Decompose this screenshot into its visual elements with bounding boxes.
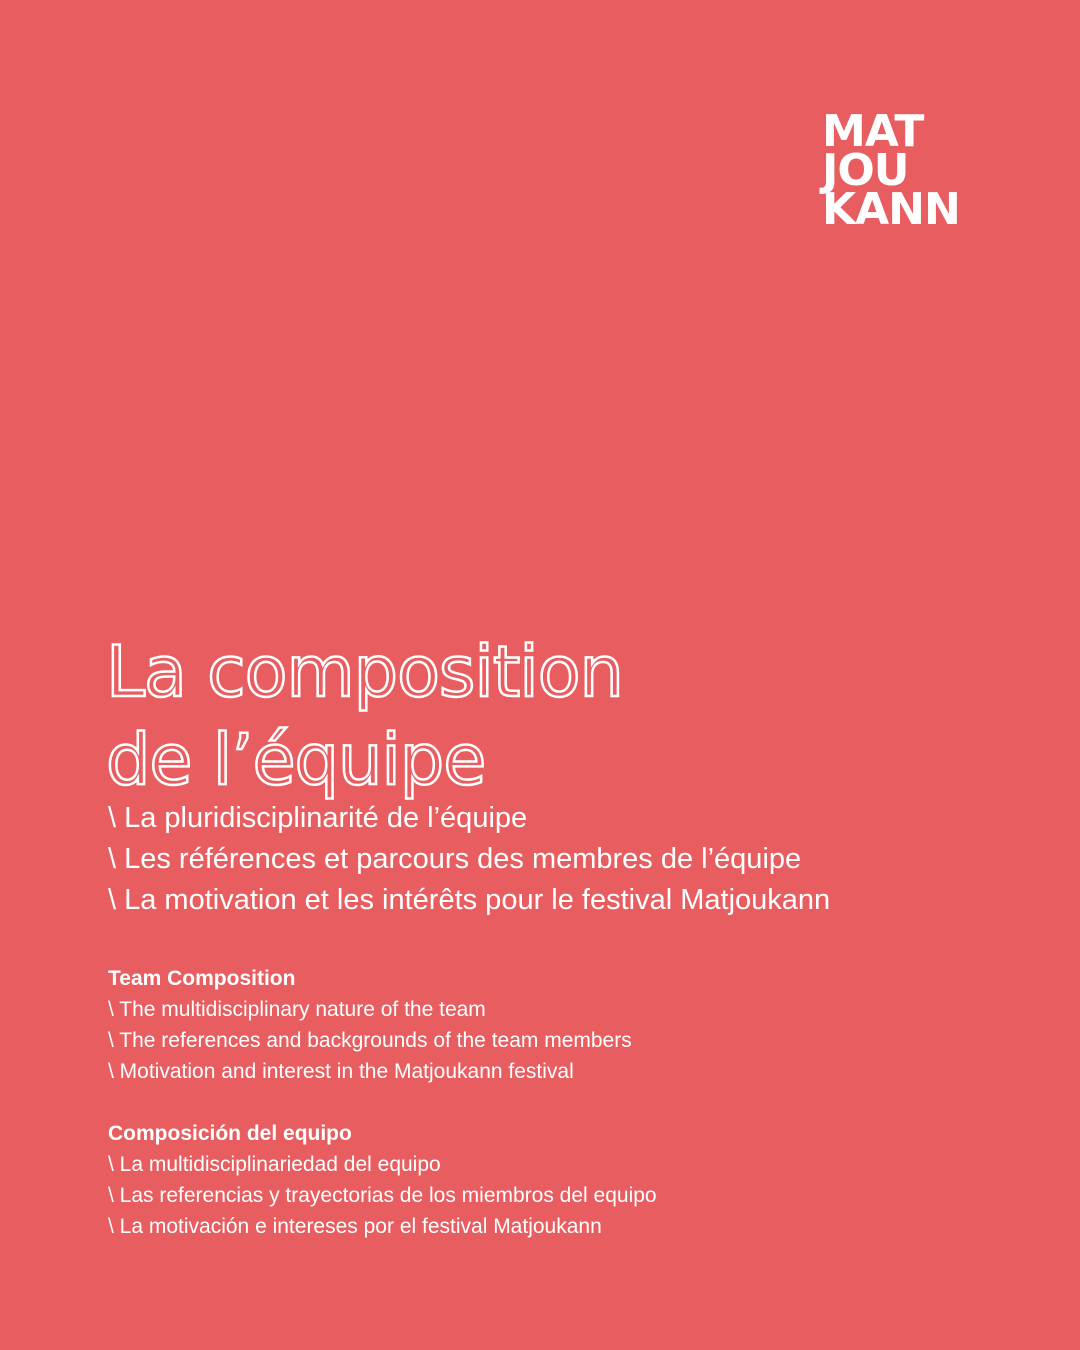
english-topic-item: \ The multidisciplinary nature of the team (108, 998, 486, 1021)
logo-line: MAT (822, 106, 924, 157)
title-line: de l’équipe (106, 719, 486, 801)
matjoukann-logo (822, 106, 970, 235)
english-heading: Team Composition (108, 967, 296, 990)
french-topic-item: \ La motivation et les intérêts pour le festival Matjoukann (108, 884, 831, 916)
logo-line: JOU (822, 145, 909, 196)
title-line: La composition (106, 631, 623, 713)
english-topic-item: \ Motivation and interest in the Matjoukann festival (108, 1060, 574, 1083)
spanish-topic-list (108, 1149, 657, 1242)
french-topic-item: \ Les références et parcours des membres de l’équipe (108, 843, 802, 875)
english-topic-item: \ The references and backgrounds of the team members (108, 1029, 632, 1052)
spanish-topic-item: \ La multidisciplinariedad del equipo (108, 1153, 441, 1176)
english-topic-list (108, 994, 632, 1087)
spanish-section (108, 1118, 657, 1242)
logo-line: KANN (822, 184, 960, 235)
spanish-heading: Composición del equipo (108, 1122, 352, 1145)
french-topic-list (108, 798, 830, 921)
page-title (106, 628, 623, 804)
spanish-topic-item: \ La motivación e intereses por el festival Matjoukann (108, 1215, 602, 1238)
english-section (108, 963, 632, 1087)
french-topic-item: \ La pluridisciplinarité de l’équipe (108, 802, 528, 834)
spanish-topic-item: \ Las referencias y trayectorias de los miembros del equipo (108, 1184, 657, 1207)
